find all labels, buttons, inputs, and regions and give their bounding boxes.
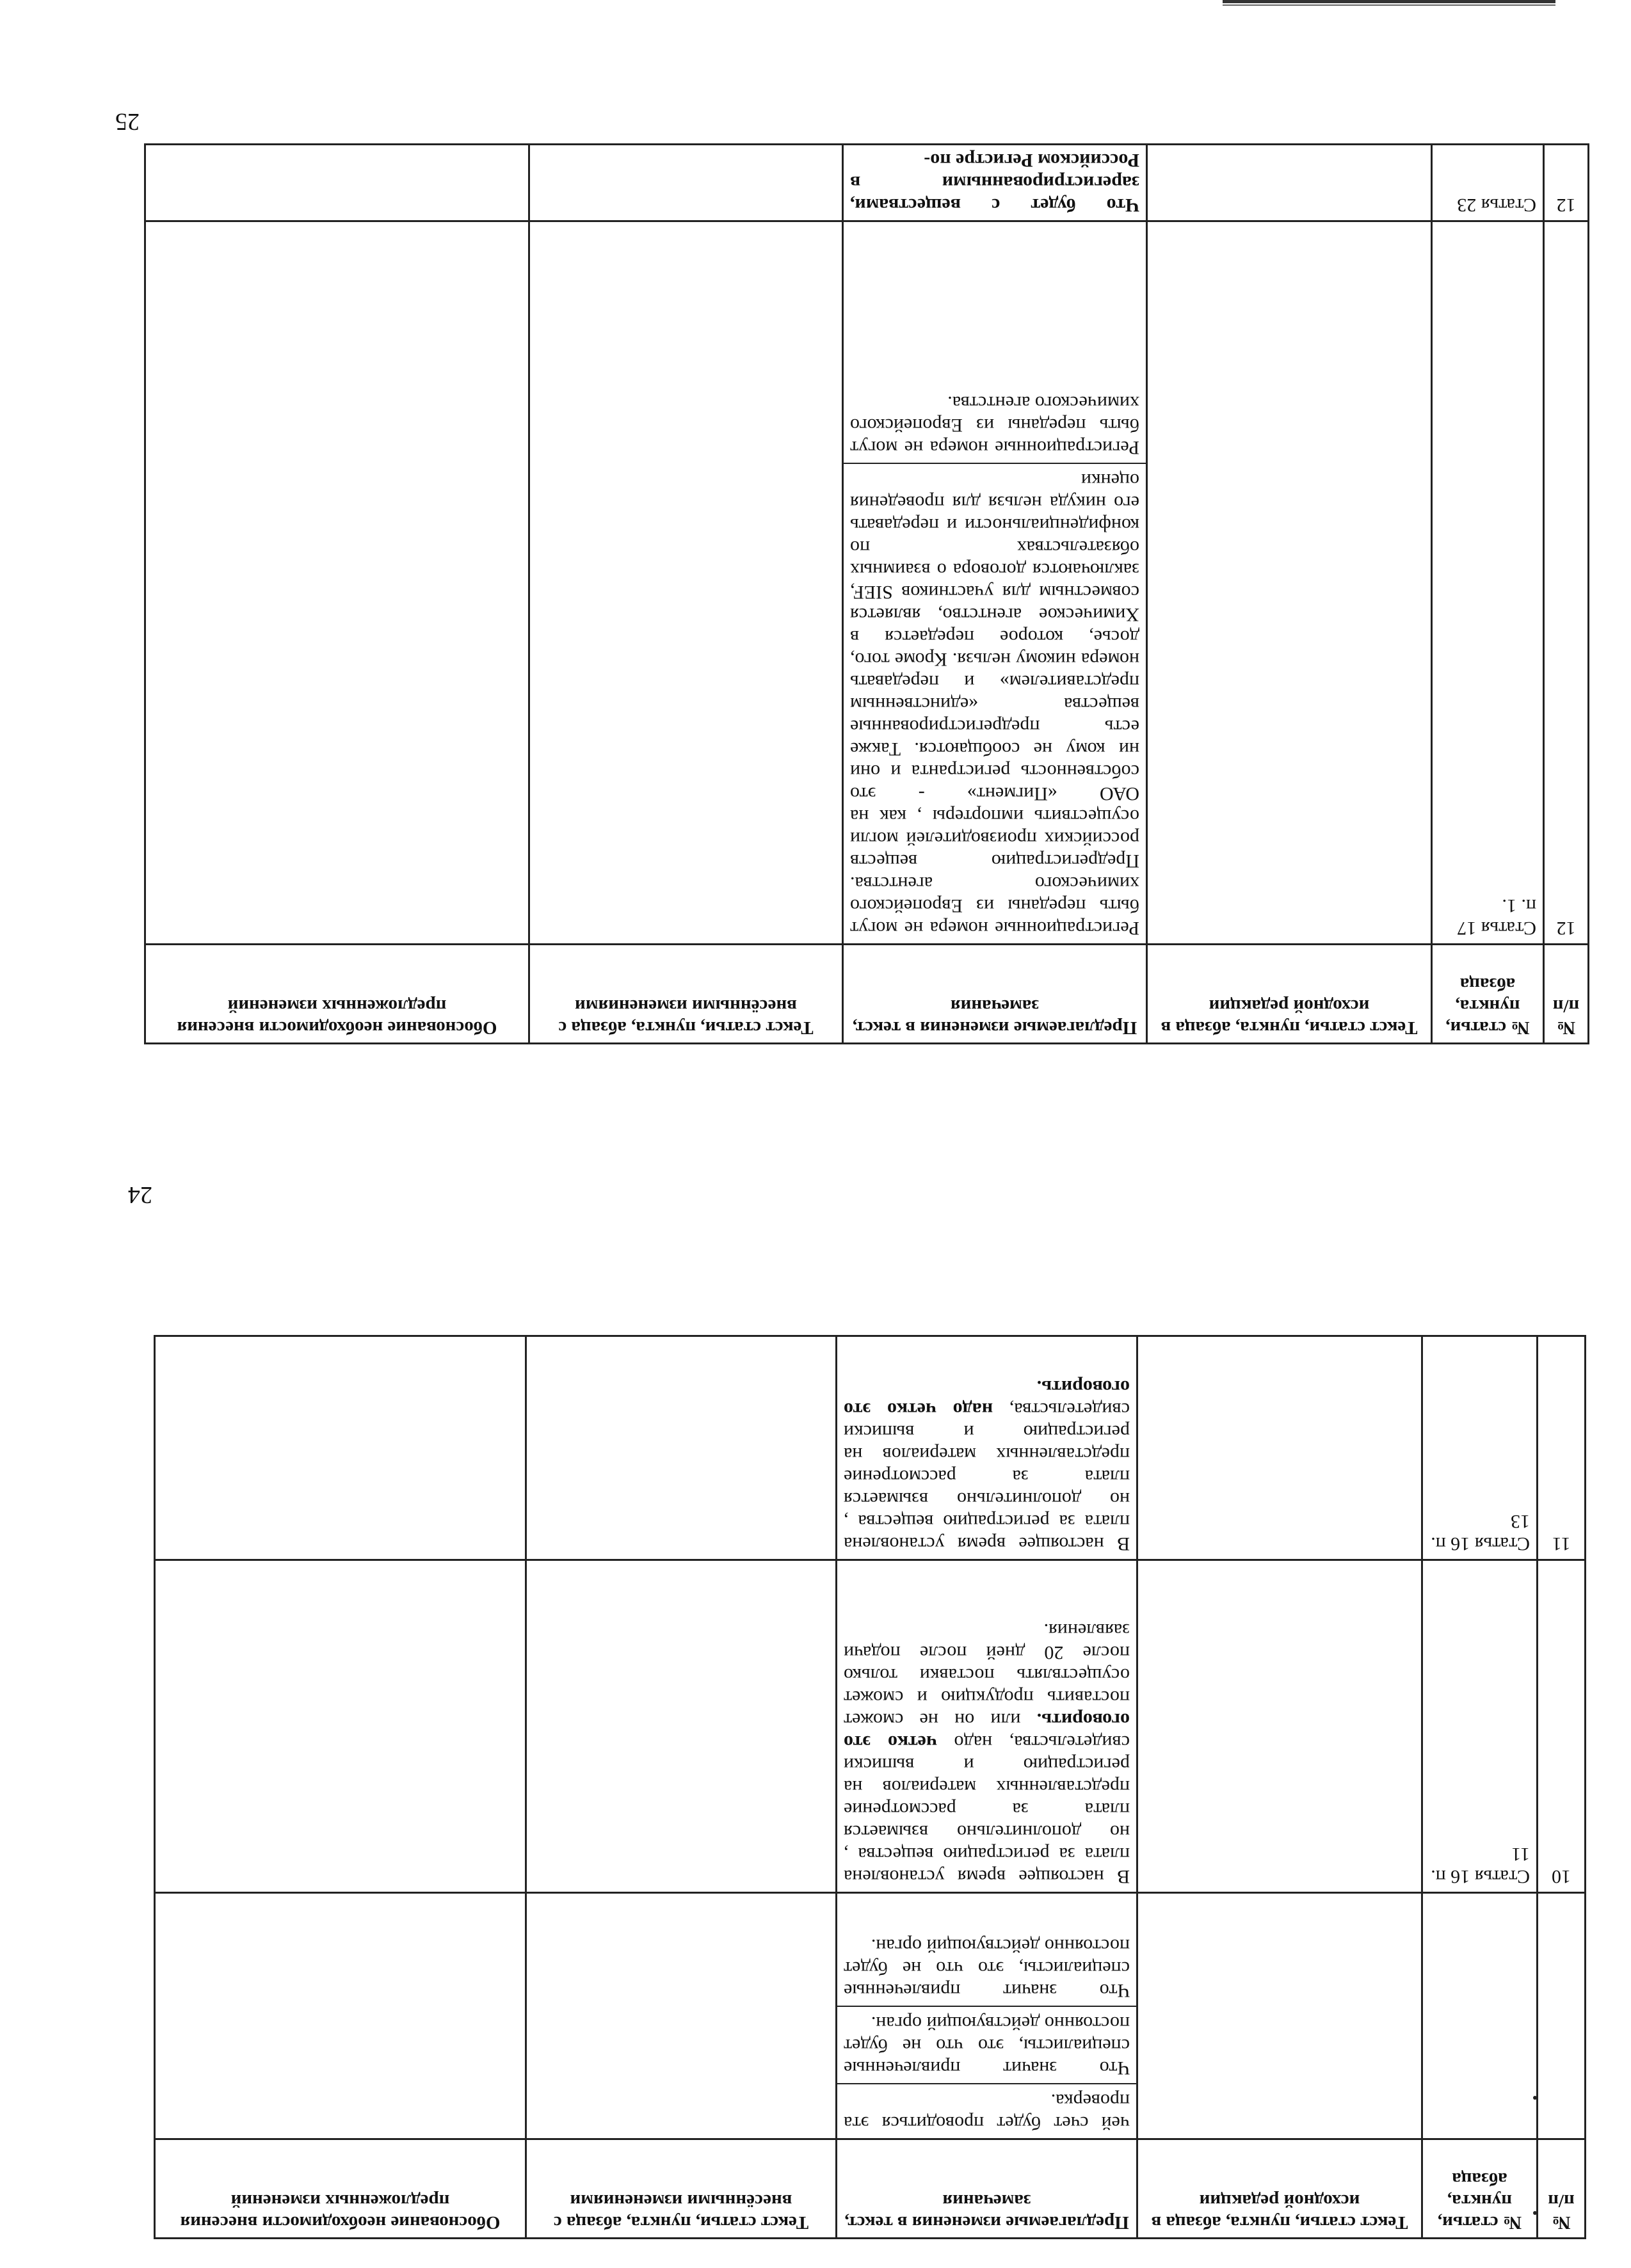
row-number: 11 (1538, 1336, 1586, 1560)
proposed-text-block (844, 1376, 1130, 1555)
new-text-cell (529, 221, 843, 945)
row-number (1538, 1893, 1586, 2139)
proposed-text: Что значит привлеченные специалисты, это что не будет постоянно действующий орган. (837, 2012, 1136, 2084)
row-number: 10 (1538, 1560, 1586, 1893)
new-text-cell (526, 1560, 837, 1893)
new-text-cell (529, 145, 843, 221)
proposed-text: Регистрационные номера не могут быть переданы из Европейского химического агентства. (844, 392, 1146, 464)
header-original-text: Текст статьи, пункта, абзаца в исходной редакции (1147, 945, 1432, 1044)
proposed-text: Что значит привлеченные специалисты, это что не будет постоянно действующий орган. (837, 1935, 1136, 2007)
new-text-cell (526, 1893, 837, 2139)
table-row (145, 145, 1589, 221)
justification-cell (155, 1560, 526, 1893)
justification-cell (145, 221, 529, 945)
page-number: 24 (128, 1181, 152, 1208)
article-ref (1422, 1893, 1538, 2139)
original-text-cell (1137, 1893, 1422, 2139)
article-ref: Статья 16 п. 11 (1422, 1560, 1538, 1893)
article-ref: Статья 17 п. 1. (1432, 221, 1544, 945)
table-row (145, 221, 1589, 945)
proposed-text-emphasis: четко это оговорить. (844, 1709, 1130, 1753)
article-ref: Статья 23 (1432, 145, 1544, 221)
table-row (155, 1893, 1586, 2139)
header-justification: Обоснование необходимости внесения предложенных изменений (145, 945, 529, 1044)
header-article: № статьи, пункта, абзаца (1422, 2139, 1538, 2239)
new-text-cell (526, 1336, 837, 1560)
original-text-cell (1137, 1336, 1422, 1560)
original-text-cell (1147, 221, 1432, 945)
justification-cell (155, 1893, 526, 2139)
comparison-table-page-25 (144, 143, 1589, 1044)
original-text-cell (1137, 1560, 1422, 1893)
header-original-text: Текст статьи, пункта, абзаца в исходной редакции (1137, 2139, 1422, 2239)
proposed-text: Регистрационные номера не могут быть переданы из Европейского химического агентства. Предрегистрацию веществ российских производителей могли осуществить импортеры , как на ОАО «Пигмент» - это собственность регистранта и они ни кому не сообщаются. Также есть предрегистрированные вещества «единственным представителем» и передавать номера никому нельзя. Кроме того, досье, которое передается в Химическое агентство, является совместным для участников SIEF, заключаются договора о взаимных обязательствах по конфиденциальности и передавать его никуда нельзя для проведения оценки (850, 470, 1139, 939)
row-number: 12 (1544, 221, 1589, 945)
table-header-row (155, 2139, 1586, 2239)
proposed-changes-cell (843, 145, 1147, 221)
header-new-text: Текст статьи, пункта, абзаца с внесёнными изменениями (529, 945, 843, 1044)
proposed-changes-cell (843, 221, 1147, 945)
original-text-cell (1147, 145, 1432, 221)
comparison-table-page-24 (154, 1335, 1586, 2239)
header-new-text: Текст статьи, пункта, абзаца с внесёнными изменениями (526, 2139, 837, 2239)
table-header-row (145, 945, 1589, 1044)
table-row (155, 1336, 1586, 1560)
article-ref: Статья 16 п. 13 (1422, 1336, 1538, 1560)
table-row (155, 1560, 1586, 1893)
page-24 (0, 1134, 1631, 2268)
proposed-changes-cell (837, 1560, 1137, 1893)
header-num: № п/п (1544, 945, 1589, 1044)
proposed-text: или он не сможет поставить продукцию и сможет осуществлять поставки только после 20 дней после подачи заявления. (844, 1620, 1130, 1730)
proposed-changes-cell (837, 1893, 1137, 2139)
header-num: № п/п (1538, 2139, 1586, 2239)
header-justification: Обоснование необходимости внесения предложенных изменений (155, 2139, 526, 2239)
page-number: 25 (115, 108, 140, 135)
proposed-text: В настоящее время установлена плата за регистрацию вещества , но дополнительно взымается плата за рассмотрение представленных материалов на регистрацию и выписки свидетельства, (844, 1399, 1130, 1554)
proposed-text: чей счет будет проводиться эта проверка. (844, 2090, 1130, 2134)
proposed-changes-cell (837, 1336, 1137, 1560)
proposed-text: Что будет с веществами, зарегистрированными в Российском Регистре по- (850, 150, 1139, 216)
row-number: 12 (1544, 145, 1589, 221)
header-proposed-changes: Предлагаемые изменения в текст, замечания (837, 2139, 1137, 2239)
proposed-text: В настоящее время установлена плата за регистрацию вещества , но дополнительно взымается плата за рассмотрение представленных материалов на регистрацию и выписки свидетельства, надо (844, 1732, 1130, 1887)
header-article: № статьи, пункта, абзаца (1432, 945, 1544, 1044)
header-proposed-changes: Предлагаемые изменения в текст, замечания (843, 945, 1147, 1044)
proposed-text-block (844, 1619, 1130, 1888)
justification-cell (145, 145, 529, 221)
proposed-text-emphasis: надо четко это оговорить. (844, 1377, 1130, 1420)
justification-cell (155, 1336, 526, 1560)
